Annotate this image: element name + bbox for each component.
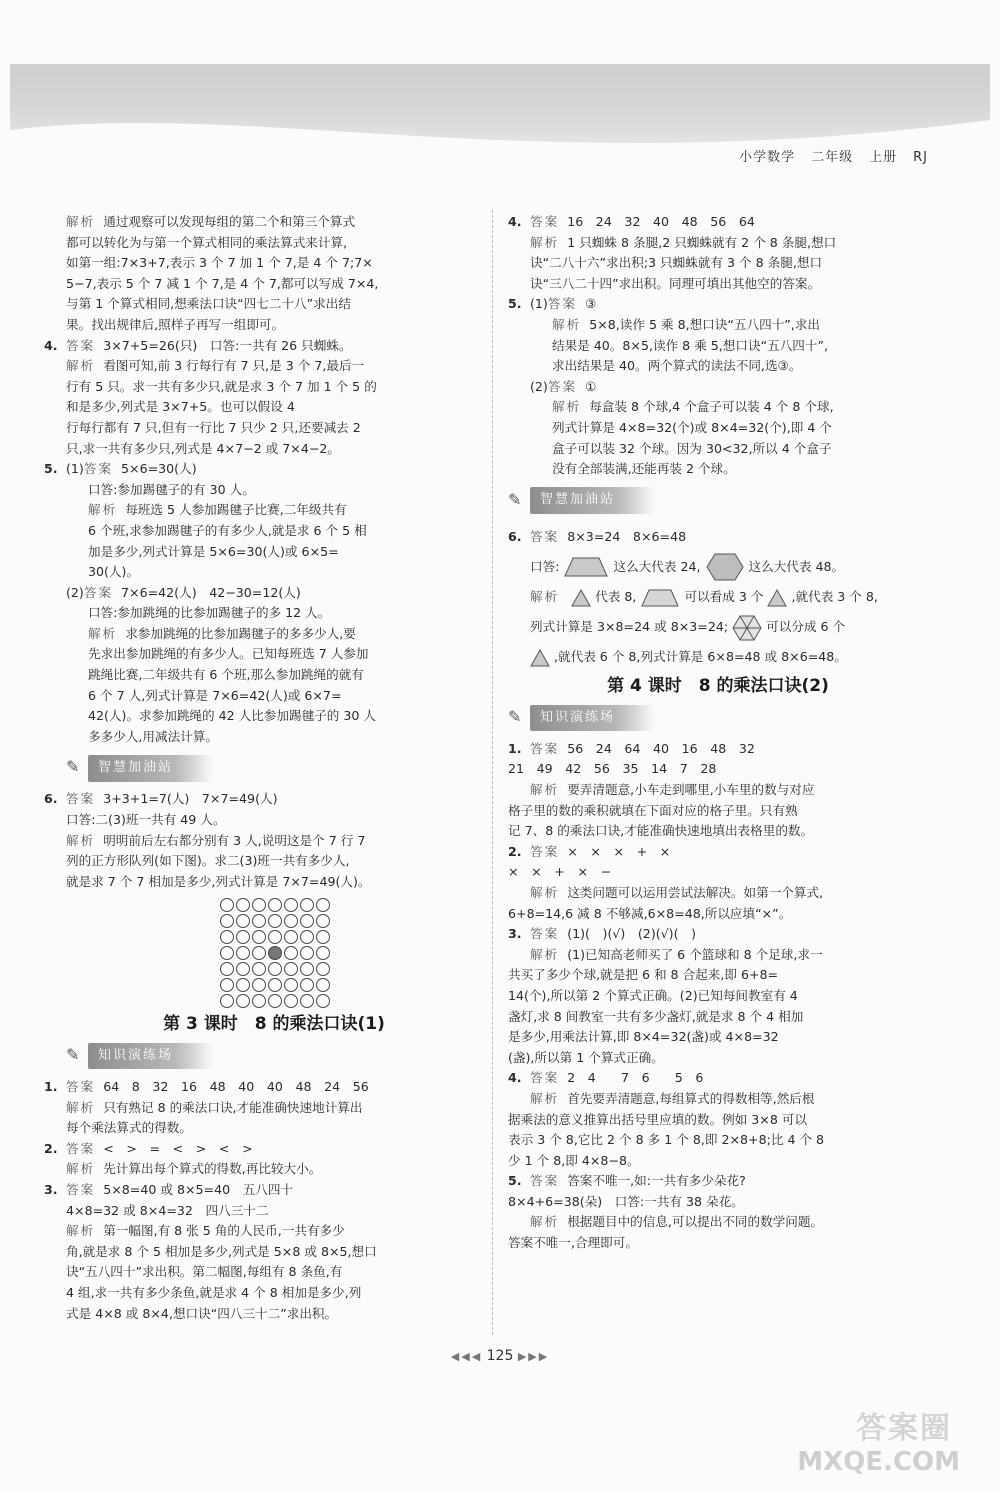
question-6: 6. 答案 3+3+1=7(人) 7×7=49(人) <box>44 791 278 807</box>
formation-dot <box>268 994 282 1008</box>
left-column: 解析 通过观察可以发现每组的第二个和第三个算式 都可以转化为与第一个算式相同的乘法算式来计算, 如第一组:7×3+7,表示 3 个 7 加 1 个 7,是 4 个 7;7× 5−7,表示 5 个 7 减 1 个 7,是 4 个 7,都可以写成 7×4, 与第 1 个算式相同,想乘法口诀“四七二十八”求出结 果。找出规律后,照样子再写一组即可。 4. 答案 3×7+5=26(只) 口答:一共有 26 只蜘蛛。 解析 看图可知,前 3 行每行有 7 只,是 3 个 7,最后一 行有 5 只。求一共有多少只,就是求 3 个 7 加 1 个 5 的 和是多少,列式是 3×7+5。也可以假设 4 行每行都有 7 只,但有一行比 7 只少 2 只,还要减去 2 只,求一共有多少只,列式是 4×7−2 或 7×4−2。 5. (1)答案 5×6=30(人) 口答:参加踢毽子的有 30 人。 解析 每班选 5 人参加踢毽子比赛,二年级共有 6 个班,求参加踢毽子的有多少人,就是求 6 个 5 相 加是多少,列式计算是 5×6=30(人)或 6×5= 30(人)。 (2)答案 7×6=42(人) 42−30=12(人) 口答:参加跳绳的比参加踢毽子的多 12 人。 解析 求参加跳绳的比参加踢毽子的多多少人,要 先求出参加跳绳的有多少人。已知每班选 7 人参加 跳绳比赛,二年级共有 6 个班,那么参加跳绳的就有 6 个 7 人,列式计算是 7×6=42(人)或 6×7= 42(人)。求参加跳绳的 42 人比参加踢毽子的 30 人 多多少人,用减法计算。 ✎ 智慧加油站 6. 答案 3+3+1=7(人) 7×7=49(人) 口答:二(3)班一共有 49 人。 解析 明明前后左右都分别有 3 人,说明这是个 7 行 7 列的正方形队列(如下图)。求二(3)班一共有多少人, 就是求 7 个 7 相加是多少,列式计算是 7×7=49(人)。 第 3 课时 8 的乘法口诀(1) ✎ 知识演练场 1. 答案 64 8 32 16 48 40 40 48 24 56 解析 只有熟记 8 的乘法口诀,才能准确快速地计算出 每个乘法算式的得数。 2. 答案 < > = < > < > 解析 先计算出每个算式的得数,再比较大小。 3. 答案 5×8=40 或 8×5=40 五八四十 4×8=32 或 8×4=32 四八三十二 解析 第一幅图,有 8 张 5 角的人民币,一共有多少 角,就是求 8 个 5 相加是多少,列式是 5×8 或 8×5,想口 诀“五八四十”求出积。第二幅图,每组有 8 条鱼,有 4 组,求一共有多少条鱼,就是求 4 个 8 相加是多少,列 式是 4×8 或 8×4,想口诀“四八三十二”求出积。 <box>66 212 482 1324</box>
lesson-4-title: 第 4 课时 8 的乘法口诀(2) <box>607 676 829 697</box>
question-5-right: 5. (1)答案 ③ <box>508 296 597 312</box>
triple-right-arrow-icon: ▶▶▶ <box>517 1350 550 1363</box>
triangle-icon <box>530 649 550 667</box>
header-subject: 小学数学 <box>739 150 796 165</box>
formation-dot <box>316 914 330 928</box>
page-number: 125 <box>486 1348 514 1364</box>
header-edition: RJ <box>913 150 928 165</box>
formation-dot <box>300 930 314 944</box>
formation-dot <box>252 914 266 928</box>
section-banner-boost: ✎ 智慧加油站 <box>66 755 482 781</box>
formation-dot <box>236 930 250 944</box>
formation-dot <box>284 914 298 928</box>
trapezoid-icon <box>640 588 680 608</box>
formation-dot <box>268 914 282 928</box>
lesson4-question-2: 2. 答案 × × × + × <box>508 843 671 859</box>
formation-dot <box>268 930 282 944</box>
section-banner-practice: ✎ 知识演练场 <box>66 1043 482 1069</box>
lesson4-question-1: 1. 答案 56 24 64 40 16 48 32 <box>508 740 755 756</box>
formation-dot <box>236 994 250 1008</box>
formation-dot <box>268 898 282 912</box>
formation-dot <box>284 978 298 992</box>
formation-dot <box>316 994 330 1008</box>
formation-dot <box>236 898 250 912</box>
formation-dot <box>316 946 330 960</box>
lesson3-question-2: 2. 答案 < > = < > < > <box>44 1140 253 1156</box>
formation-dot <box>236 914 250 928</box>
hexagon-icon <box>705 552 745 582</box>
lesson4-question-4: 4. 答案 2 4 7 6 5 6 <box>508 1070 704 1086</box>
formation-dot <box>300 978 314 992</box>
formation-dot <box>300 914 314 928</box>
formation-dot <box>316 962 330 976</box>
formation-dot <box>300 946 314 960</box>
formation-dot <box>316 978 330 992</box>
formation-dot <box>236 946 250 960</box>
formation-dot-mingming <box>268 946 282 960</box>
formation-dot <box>284 946 298 960</box>
trapezoid-icon <box>563 556 609 578</box>
formation-dot <box>236 978 250 992</box>
lesson4-question-3: 3. 答案 (1)( )(√) (2)(√)( ) <box>508 926 697 942</box>
formation-dot <box>284 898 298 912</box>
formation-dot <box>252 978 266 992</box>
section-banner-practice-right: ✎ 知识演练场 <box>508 705 928 731</box>
formation-dot <box>268 962 282 976</box>
formation-dot <box>252 946 266 960</box>
formation-dot <box>268 978 282 992</box>
section-banner-boost-right: ✎ 智慧加油站 <box>508 488 928 514</box>
triple-left-arrow-icon: ◀◀◀ <box>450 1350 483 1363</box>
question-5: 5. (1)答案 5×6=30(人) <box>44 461 197 477</box>
formation-dot <box>252 962 266 976</box>
formation-dot <box>236 962 250 976</box>
page-number-bar <box>0 1348 1000 1364</box>
lesson3-question-3: 3. 答案 5×8=40 或 8×5=40 五八四十 <box>44 1181 294 1197</box>
formation-dot <box>284 994 298 1008</box>
formation-dot <box>220 914 234 928</box>
formation-dot <box>220 962 234 976</box>
question-4: 4. 答案 3×7+5=26(只) 口答:一共有 26 只蜘蛛。 <box>44 337 352 353</box>
header-volume: 上册 <box>869 150 898 165</box>
page-header <box>723 146 928 165</box>
formation-dot <box>220 898 234 912</box>
formation-dot <box>220 978 234 992</box>
right-column: 4. 答案 16 24 32 40 48 56 64 解析 1 只蜘蛛 8 条腿,2 只蜘蛛就有 2 个 8 条腿,想口 诀“二八十六”求出积;3 只蜘蛛就有 3 个 8 条腿,想口 诀“三八二十四”求出积。同理可填出其他空的答案。 5. (1)答案 ③ 解析 5×8,读作 5 乘 8,想口诀“五八四十”,求出 结果是 40。8×5,读作 8 乘 5,想口诀“五八四十”, 求出结果是 40。两个算式的读法不同,选③。 (2)答案 ① 解析 每盒装 8 个球,4 个盒子可以装 4 个 8 个球, 列式计算是 4×8=32(个)或 8×4=32(个),即 4 个 盒子可以装 32 个球。因为 30<32,所以 4 个盒子 没有全部装满,还能再装 2 个球。 ✎ 智慧加油站 6. 答案 8×3=24 8×6=48 口答: 这么大代表 24, 这么大代表 48。 解析 代表 8, 可以看成 3 个 ,就代表 3 个 8, 列式计算是 3×8=24 或 8×3=24; 可以分成 6 个 ,就代表 6 个 8,列式计算是 6×8=48 或 8×6=48。 第 4 课时 8 的乘法口诀(2) ✎ 知识演练场 1. 答案 56 24 64 40 16 48 32 21 49 42 56 35 14 7 28 解析 要弄清题意,小车走到哪里,小车里的数与对应 格子里的数的乘积就填在下面对应的格子里。只有熟 记 7、8 的乘法口诀,才能准确快速地填出表格里的数。 2. 答案 × × × + × × × + × − 解析 这类问题可以运用尝试法解决。如第一个算式, 6+8=14,6 减 8 不够减,6×8=48,所以应填“×”。 3. 答案 (1)( )(√) (2)(√)( ) 解析 (1)已知高老师买了 6 个篮球和 8 个足球,求一 共买了多少个球,就是把 6 和 8 合起来,即 6+8= 14(个),所以第 2 个算式正确。(2)已知每间教室有 4 盏灯,求 8 间教室一共有多少盏灯,就是求 8 个 4 相加 是多少,用乘法计算,即 8×4=32(盏)或 4×8=32 (盏),所以第 1 个算式正确。 4. 答案 2 4 7 6 5 6 解析 首先要弄清题意,每组算式的得数相等,然后根 据乘法的意义推算出括号里应填的数。例如 3×8 可以 表示 3 个 8,它比 2 个 8 多 1 个 8,即 2×8+8;比 4 个 8 少 1 个 8,即 4×8−8。 5. 答案 答案不唯一,如:一共有多少朵花? 8×4+6=38(朵) 口答:一共有 38 朵花。 解析 根据题目中的信息,可以提出不同的数学问题。 答案不唯一,合理即可。 <box>508 212 928 1254</box>
formation-dot <box>316 930 330 944</box>
formation-dot <box>252 994 266 1008</box>
pencil-star-icon: ✎ <box>66 1045 80 1064</box>
formation-dot <box>220 930 234 944</box>
question-4-right: 4. 答案 16 24 32 40 48 56 64 <box>508 214 755 229</box>
pencil-star-icon: ✎ <box>508 706 522 726</box>
lesson-3-title: 第 3 课时 8 的乘法口诀(1) <box>163 1014 385 1035</box>
formation-dot <box>284 930 298 944</box>
header-grade: 二年级 <box>811 150 854 165</box>
formation-dot <box>316 898 330 912</box>
formation-dot <box>252 898 266 912</box>
triangle-icon <box>767 589 787 607</box>
question-6-right: 6. 答案 8×3=24 8×6=48 <box>508 528 687 544</box>
formation-dot <box>300 962 314 976</box>
formation-dot <box>300 994 314 1008</box>
column-divider <box>492 210 493 1335</box>
square-formation-grid <box>220 898 332 1008</box>
formation-dot <box>284 962 298 976</box>
formation-dot <box>252 930 266 944</box>
lesson4-question-5: 5. 答案 答案不唯一,如:一共有多少朵花? <box>508 1173 746 1189</box>
pencil-star-icon: ✎ <box>508 489 522 509</box>
watermark-url: MXQE.COM <box>797 1447 960 1477</box>
formation-dot <box>300 898 314 912</box>
formation-dot <box>220 946 234 960</box>
watermark-logo: 答案圈 <box>856 1411 952 1446</box>
pencil-star-icon: ✎ <box>66 757 80 777</box>
hexagon-divided-icon <box>732 614 762 642</box>
lesson3-question-1: 1. 答案 64 8 32 16 48 40 40 48 24 56 <box>44 1079 369 1094</box>
triangle-icon <box>571 589 591 607</box>
formation-dot <box>220 994 234 1008</box>
